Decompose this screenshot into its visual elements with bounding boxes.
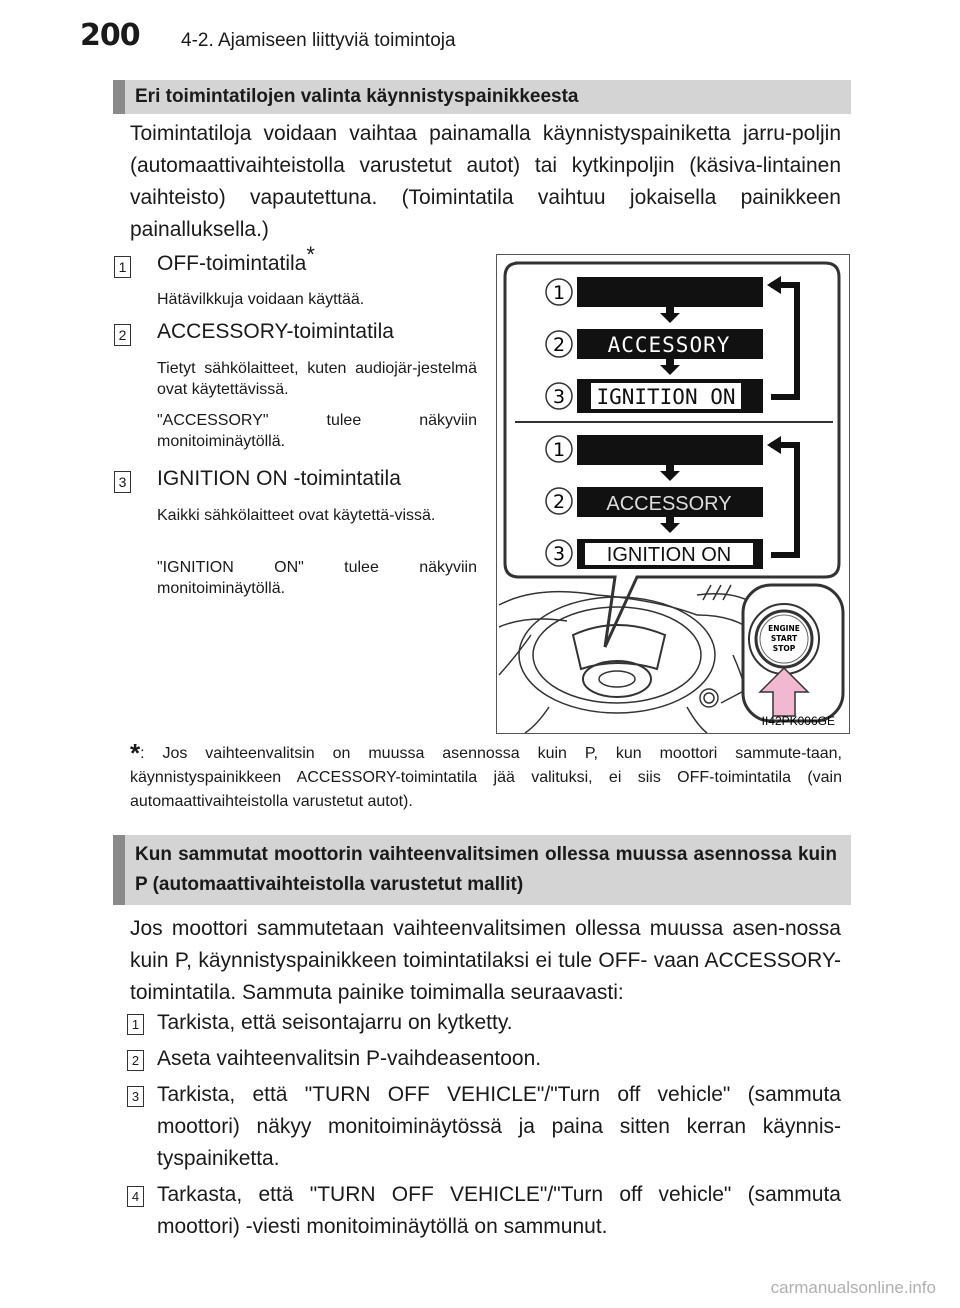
item-description: Kaikki sähkölaitteet ovat käytettä-vissä. xyxy=(157,507,436,524)
button-text: START xyxy=(770,634,798,643)
intro-paragraph: Toimintatiloja voidaan vaihtaa painamalla käynnistyspainiketta jarru-poljin (automaattivaihteistolla varustetut autot) tai kytkinpoljin (käsiva-lintainen vaihteisto) vapautettuna. (Toimintatila vaihtuu jokaisella painikkeen painalluksella.) xyxy=(130,122,841,241)
section-heading-text: Kun sammutat moottorin vaihteenvalitsimen ollessa muussa asennossa kuin P (automaattivaihteistolla varustetut mallit) xyxy=(135,844,837,895)
circle-label: 2 xyxy=(552,334,566,356)
item-description: "IGNITION ON" tulee näkyviin monitoiminäytöllä. xyxy=(157,559,477,597)
item-description: Hätävilkkuja voidaan käyttää. xyxy=(157,291,365,308)
circle-label: 1 xyxy=(552,282,566,304)
step-number-badge: 1 xyxy=(127,1014,144,1035)
item-title-text: OFF-toimintatila xyxy=(157,252,307,275)
circle-label: 2 xyxy=(552,491,566,513)
footnote-star: * xyxy=(130,738,141,768)
footnote-star: * xyxy=(306,242,315,267)
step-number-badge: 3 xyxy=(127,1086,144,1107)
step-text: Tarkasta, että "TURN OFF VEHICLE"/"Turn off vehicle" (sammuta moottori) -viesti monitoiminäytöllä on sammunut. xyxy=(157,1183,841,1238)
footnote xyxy=(130,738,842,814)
step-number-badge: 2 xyxy=(127,1050,144,1071)
section-heading-mode-selection xyxy=(113,80,851,114)
chapter-title: 4-2. Ajamiseen liittyviä toimintoja xyxy=(181,30,456,51)
dashboard-illustration xyxy=(499,585,757,733)
step-number-badge: 4 xyxy=(127,1186,144,1207)
item-title: ACCESSORY-toimintatila xyxy=(157,320,394,343)
display-accessory: ACCESSORY xyxy=(606,493,732,515)
display-accessory: ACCESSORY xyxy=(607,333,731,357)
engine-start-stop-callout xyxy=(721,585,843,721)
circle-label: 3 xyxy=(552,386,566,408)
button-text: ENGINE xyxy=(768,624,800,633)
mode-sequence-bottom xyxy=(546,435,797,569)
turn-off-intro: Jos moottori sammutetaan vaihteenvalitsimen ollessa muussa asen-nossa kuin P, käynnistyspainikkeen toimintatilaksi ei tule OFF- vaan ACCESSORY-toimintatila. Sammuta painike toimimalla seuraavasti: xyxy=(130,917,841,1004)
item-description: Tietyt sähkölaitteet, kuten audiojär-jestelmä ovat käytettävissä. xyxy=(157,360,477,398)
button-text: STOP xyxy=(772,644,796,653)
section-heading-turn-off xyxy=(113,835,851,905)
item-number-badge: 2 xyxy=(114,324,131,346)
item-number-badge: 1 xyxy=(114,256,131,278)
mode-sequence-top xyxy=(546,276,797,413)
page-number: 200 xyxy=(80,18,140,53)
circle-label: 3 xyxy=(552,543,566,565)
step-text: Tarkista, että "TURN OFF VEHICLE"/"Turn off vehicle" (sammuta moottori) näkyy monitoiminäytössä ja paina sitten kerran käynnis-tyspainiketta. xyxy=(157,1083,841,1170)
item-number-badge: 3 xyxy=(114,471,131,493)
figure-illustration xyxy=(497,255,849,733)
footnote-text: : Jos vaihteenvalitsin on muussa asennossa kuin P, kun moottori sammute-taan, käynnistyspainikkeen ACCESSORY-toimintatila jää valituksi, ei siis OFF-toimintatila (vain automaattivaihteistolla varustetut autot). xyxy=(130,745,842,810)
display-ignition-on: IGNITION ON xyxy=(606,544,732,566)
section-heading-text: Eri toimintatilojen valinta käynnistyspainikkeesta xyxy=(135,86,579,107)
display-ignition-on: IGNITION ON xyxy=(596,385,736,409)
step-text: Aseta vaihteenvalitsin P-vaihdeasentoon. xyxy=(157,1047,542,1070)
item-description: "ACCESSORY" tulee näkyviin monitoiminäytöllä. xyxy=(157,412,477,450)
item-title: IGNITION ON -toimintatila xyxy=(157,467,401,490)
start-button-mode-figure xyxy=(496,254,850,734)
item-title xyxy=(157,242,315,276)
watermark: carmanualsonline.info xyxy=(770,1278,936,1297)
circle-label: 1 xyxy=(552,439,566,461)
step-text: Tarkista, että seisontajarru on kytketty. xyxy=(157,1011,513,1034)
figure-code: II42PK006GE xyxy=(761,714,835,728)
